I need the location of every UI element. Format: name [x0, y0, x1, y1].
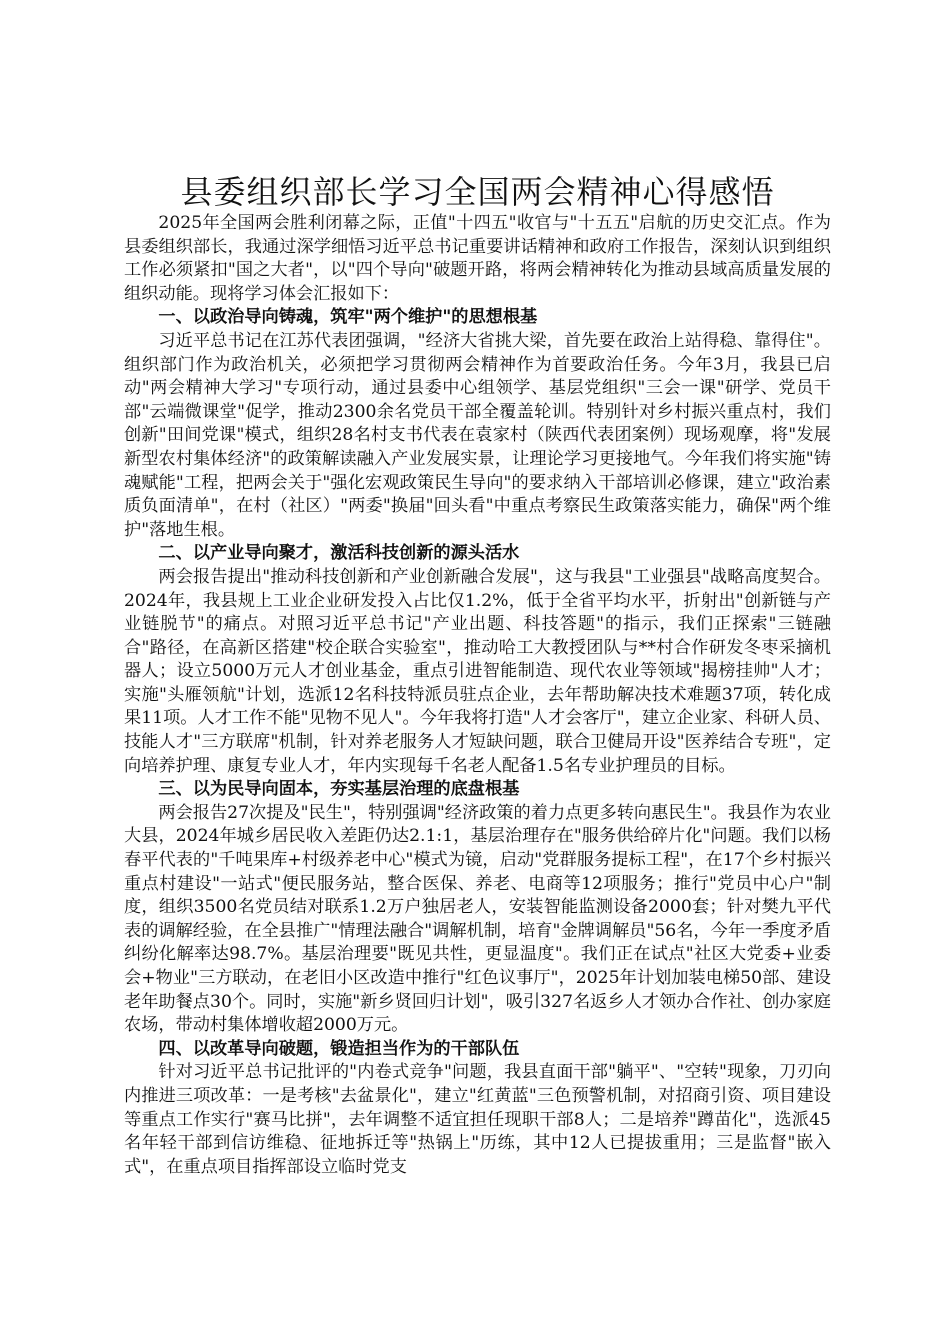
section-3-heading: 三、以为民导向固本，夯实基层治理的底盘根基: [158, 779, 520, 800]
section-1-body: 习近平总书记在江苏代表团强调，"经济大省挑大梁，首先要在政治上站得稳、靠得住"。组织部门作为政治机关，必须把学习贯彻两会精神作为首要政治任务。今年3月，我县已启动"两会精神大学习"专项行动，通过县委中心组领学、基层党组织"三会一课"研学、党员干部"云端微课堂"促学，推动2300余名党员干部全覆盖轮训。特别针对乡村振兴重点村，我们创新"田间党课"模式，组织28名村支书代表在袁家村（陕西代表团案例）现场观摩，将"发展新型农村集体经济"的政策解读融入产业发展实景，让理论学习更接地气。今年我们将实施"铸魂赋能"工程，把两会关于"强化宏观政策民生导向"的要求纳入干部培训必修课，建立"政治素质负面清单"，在村（社区）"两委"换届"回头看"中重点考察民生政策落实能力，确保"两个维护"落地生根。: [124, 330, 831, 540]
section-3-body: 两会报告27次提及"民生"，特别强调"经济政策的着力点更多转向惠民生"。我县作为农业大县，2024年城乡居民收入差距仍达2.1:1，基层治理存在"服务供给碎片化"问题。我们以杨春平代表的"千吨果库+村级养老中心"模式为镜，启动"党群服务提标工程"，在17个乡村振兴重点村建设"一站式"便民服务站，整合医保、养老、电商等12项服务；推行"党员中心户"制度，组织3500名党员结对联系1.2万户独居老人，安装智能监测设备2000套；针对樊九平代表的调解经验，在全县推广"情理法融合"调解机制，培育"金牌调解员"56名，今年一季度矛盾纠纷化解率达98.7%。基层治理要"既见共性，更显温度"。我们正在试点"社区大党委+业委会+物业"三方联动，在老旧小区改造中推行"红色议事厅"，2025年计划加装电梯50部、建设老年助餐点30个。同时，实施"新乡贤回归计划"，吸引327名返乡人才领办合作社、创办家庭农场，带动村集体增收超2000万元。: [124, 802, 831, 1036]
section-1-heading: 一、以政治导向铸魂，筑牢"两个维护"的思想根基: [158, 307, 538, 328]
section-2-heading: 二、以产业导向聚才，激活科技创新的源头活水: [158, 543, 520, 564]
intro-paragraph: 2025年全国两会胜利闭幕之际，正值"十四五"收官与"十五五"启航的历史交汇点。作为县委组织部长，我通过深学细悟习近平总书记重要讲话精神和政府工作报告，深刻认识到组织工作必须紧扣"国之大者"，以"四个导向"破题开路，将两会精神转化为推动县域高质量发展的组织动能。现将学习体会汇报如下：: [124, 213, 831, 304]
document-title: 县委组织部长学习全国两会精神心得感悟: [180, 173, 775, 211]
section-4-heading: 四、以改革导向破题，锻造担当作为的干部队伍: [158, 1038, 520, 1059]
section-2-body: 两会报告提出"推动科技创新和产业创新融合发展"，这与我县"工业强县"战略高度契合。2024年，我县规上工业企业研发投入占比仅1.2%，低于全省平均水平，折射出"创新链与产业链脱节"的痛点。对照习近平总书记"产业出题、科技答题"的指示，我们正探索"三链融合"路径，在高新区搭建"校企联合实验室"，推动哈工大教授团队与**村合作研发冬枣采摘机器人；设立5000万元人才创业基金，重点引进智能制造、现代农业等领域"揭榜挂帅"人才；实施"头雁领航"计划，选派12名科技特派员驻点企业，去年帮助解决技术难题37项，转化成果11项。人才工作不能"见物不见人"。今年我将打造"人才会客厅"，建立企业家、科研人员、技能人才"三方联席"机制，针对养老服务人才短缺问题，联合卫健局开设"医养结合专班"，定向培养护理、康复专业人才，年内实现每千名老人配备1.5名专业护理员的目标。: [124, 566, 831, 776]
document-page: [124, 172, 831, 1179]
section-4-body: 针对习近平总书记批评的"内卷式竞争"问题，我县直面干部"躺平"、"空转"现象，刀刃向内推进三项改革：一是考核"去盆景化"，建立"红黄蓝"三色预警机制，对招商引资、项目建设等重点工作实行"赛马比拼"，去年调整不适宜担任现职干部8人；二是培养"蹲苗化"，选派45名年轻干部到信访维稳、征地拆迁等"热锅上"历练，其中12人已提拔重用；三是监督"嵌入式"，在重点项目指挥部设立临时党支: [124, 1062, 831, 1177]
